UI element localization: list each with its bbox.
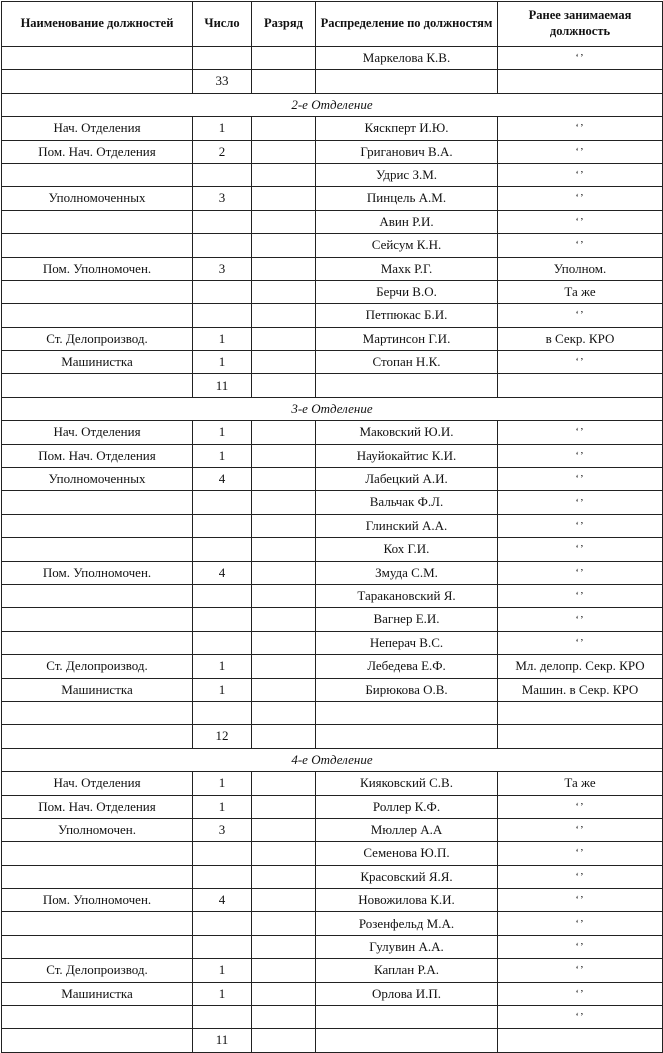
name-cell: Маркелова К.В.: [316, 47, 498, 70]
previous-position-cell: ‘’: [498, 210, 663, 233]
name-cell: Бирюкова О.В.: [316, 678, 498, 701]
position-cell: Нач. Отделения: [2, 421, 193, 444]
previous-position-cell: Та же: [498, 280, 663, 303]
previous-position-cell: [498, 374, 663, 397]
position-cell: Пом. Уполномочен.: [2, 889, 193, 912]
previous-position-cell: ‘’: [498, 935, 663, 958]
position-cell: [2, 47, 193, 70]
previous-position-cell: [498, 701, 663, 724]
previous-position-cell: ‘’: [498, 912, 663, 935]
name-cell: Вагнер Е.И.: [316, 608, 498, 631]
count-cell: 1: [193, 655, 252, 678]
previous-position-cell: ‘’: [498, 959, 663, 982]
count-cell: [193, 538, 252, 561]
table-row: [2, 351, 663, 374]
table-row: [2, 117, 663, 140]
position-cell: Пом. Уполномочен.: [2, 561, 193, 584]
table-row: [2, 210, 663, 233]
position-cell: Машинистка: [2, 351, 193, 374]
rank-cell: [252, 210, 316, 233]
position-cell: Пом. Уполномочен.: [2, 257, 193, 280]
position-cell: Нач. Отделения: [2, 117, 193, 140]
name-cell: Стопан Н.К.: [316, 351, 498, 374]
position-cell: Уполномоченных: [2, 187, 193, 210]
count-cell: [193, 280, 252, 303]
count-cell: [193, 842, 252, 865]
rank-cell: [252, 959, 316, 982]
position-cell: [2, 210, 193, 233]
header-position: Наименование должностей: [2, 2, 193, 47]
rank-cell: [252, 47, 316, 70]
name-cell: [316, 725, 498, 748]
name-cell: Сейсум К.Н.: [316, 234, 498, 257]
table-row: [2, 772, 663, 795]
table-row: [2, 842, 663, 865]
name-cell: Гулувин А.А.: [316, 935, 498, 958]
name-cell: Семенова Ю.П.: [316, 842, 498, 865]
previous-position-cell: [498, 1029, 663, 1052]
position-cell: [2, 842, 193, 865]
name-cell: Маковский Ю.И.: [316, 421, 498, 444]
rank-cell: [252, 935, 316, 958]
position-cell: [2, 70, 193, 93]
previous-position-cell: ‘’: [498, 351, 663, 374]
position-cell: [2, 935, 193, 958]
table-row: [2, 514, 663, 537]
rank-cell: [252, 468, 316, 491]
name-cell: [316, 701, 498, 724]
rank-cell: [252, 795, 316, 818]
table-row: [2, 584, 663, 607]
table-row: [2, 561, 663, 584]
count-cell: 1: [193, 117, 252, 140]
table-row: [2, 491, 663, 514]
position-cell: [2, 608, 193, 631]
name-cell: [316, 374, 498, 397]
rank-cell: [252, 70, 316, 93]
count-cell: 1: [193, 327, 252, 350]
previous-position-cell: ‘’: [498, 491, 663, 514]
rank-cell: [252, 280, 316, 303]
count-cell: 11: [193, 1029, 252, 1052]
count-cell: 3: [193, 257, 252, 280]
count-cell: [193, 234, 252, 257]
previous-position-cell: ‘’: [498, 631, 663, 654]
previous-position-cell: ‘’: [498, 117, 663, 140]
table-row: [2, 935, 663, 958]
name-cell: Науйокайтис К.И.: [316, 444, 498, 467]
count-cell: [193, 701, 252, 724]
position-cell: Машинистка: [2, 678, 193, 701]
table-row: [2, 304, 663, 327]
rank-cell: [252, 561, 316, 584]
count-cell: 4: [193, 468, 252, 491]
table-row: [2, 163, 663, 186]
header-row: [2, 2, 663, 47]
table-row: [2, 234, 663, 257]
rank-cell: [252, 772, 316, 795]
count-cell: [193, 491, 252, 514]
rank-cell: [252, 491, 316, 514]
position-cell: [2, 304, 193, 327]
rank-cell: [252, 351, 316, 374]
count-cell: 11: [193, 374, 252, 397]
previous-position-cell: ‘’: [498, 842, 663, 865]
rank-cell: [252, 187, 316, 210]
table-row: [2, 47, 663, 70]
rank-cell: [252, 655, 316, 678]
table-row: [2, 818, 663, 841]
table-row: [2, 1006, 663, 1029]
table-row: [2, 468, 663, 491]
position-cell: Ст. Делопроизвод.: [2, 959, 193, 982]
name-cell: Петпюкас Б.И.: [316, 304, 498, 327]
previous-position-cell: Та же: [498, 772, 663, 795]
name-cell: Вальчак Ф.Л.: [316, 491, 498, 514]
count-cell: [193, 584, 252, 607]
previous-position-cell: ‘’: [498, 889, 663, 912]
rank-cell: [252, 842, 316, 865]
table-row: [2, 280, 663, 303]
table-row: [2, 70, 663, 93]
rank-cell: [252, 421, 316, 444]
section-title: 2-е Отделение: [2, 93, 663, 116]
position-cell: [2, 280, 193, 303]
count-cell: 1: [193, 795, 252, 818]
name-cell: Лабецкий А.И.: [316, 468, 498, 491]
previous-position-cell: Уполном.: [498, 257, 663, 280]
previous-position-cell: ‘’: [498, 468, 663, 491]
section-row: [2, 397, 663, 420]
rank-cell: [252, 514, 316, 537]
name-cell: [316, 70, 498, 93]
previous-position-cell: ‘’: [498, 514, 663, 537]
count-cell: 1: [193, 772, 252, 795]
table-row: [2, 374, 663, 397]
name-cell: Таракановский Я.: [316, 584, 498, 607]
table-row: [2, 795, 663, 818]
previous-position-cell: ‘’: [498, 584, 663, 607]
count-cell: 33: [193, 70, 252, 93]
count-cell: 4: [193, 561, 252, 584]
previous-position-cell: ‘’: [498, 1006, 663, 1029]
name-cell: Глинский А.А.: [316, 514, 498, 537]
roster-body: [2, 47, 663, 1053]
position-cell: [2, 725, 193, 748]
name-cell: Пинцель А.М.: [316, 187, 498, 210]
section-title: 4-е Отделение: [2, 748, 663, 771]
position-cell: Пом. Нач. Отделения: [2, 444, 193, 467]
rank-cell: [252, 889, 316, 912]
rank-cell: [252, 444, 316, 467]
name-cell: [316, 1029, 498, 1052]
name-cell: Махк Р.Г.: [316, 257, 498, 280]
previous-position-cell: в Секр. КРО: [498, 327, 663, 350]
rank-cell: [252, 631, 316, 654]
table-row: [2, 538, 663, 561]
section-row: [2, 748, 663, 771]
count-cell: 4: [193, 889, 252, 912]
count-cell: [193, 608, 252, 631]
header-rank: Разряд: [252, 2, 316, 47]
count-cell: [193, 865, 252, 888]
previous-position-cell: ‘’: [498, 234, 663, 257]
table-row: [2, 187, 663, 210]
count-cell: [193, 935, 252, 958]
position-cell: [2, 538, 193, 561]
position-cell: [2, 631, 193, 654]
table-row: [2, 608, 663, 631]
rank-cell: [252, 374, 316, 397]
rank-cell: [252, 818, 316, 841]
previous-position-cell: ‘’: [498, 163, 663, 186]
table-row: [2, 912, 663, 935]
position-cell: Пом. Нач. Отделения: [2, 140, 193, 163]
count-cell: [193, 210, 252, 233]
name-cell: [316, 1006, 498, 1029]
count-cell: [193, 47, 252, 70]
name-cell: Роллер К.Ф.: [316, 795, 498, 818]
previous-position-cell: [498, 725, 663, 748]
header-distribution: Распределение по должностям: [316, 2, 498, 47]
rank-cell: [252, 234, 316, 257]
rank-cell: [252, 163, 316, 186]
count-cell: 1: [193, 678, 252, 701]
position-cell: [2, 163, 193, 186]
previous-position-cell: ‘’: [498, 47, 663, 70]
count-cell: 1: [193, 351, 252, 374]
section-title: 3-е Отделение: [2, 397, 663, 420]
count-cell: [193, 912, 252, 935]
name-cell: Змуда С.М.: [316, 561, 498, 584]
name-cell: Неперач В.С.: [316, 631, 498, 654]
rank-cell: [252, 117, 316, 140]
count-cell: [193, 631, 252, 654]
previous-position-cell: ‘’: [498, 304, 663, 327]
rank-cell: [252, 725, 316, 748]
table-row: [2, 327, 663, 350]
rank-cell: [252, 140, 316, 163]
table-row: [2, 257, 663, 280]
name-cell: Берчи В.О.: [316, 280, 498, 303]
previous-position-cell: ‘’: [498, 818, 663, 841]
name-cell: Кияковский С.В.: [316, 772, 498, 795]
position-cell: Нач. Отделения: [2, 772, 193, 795]
name-cell: Мюллер А.А: [316, 818, 498, 841]
rank-cell: [252, 678, 316, 701]
position-cell: [2, 1006, 193, 1029]
table-row: [2, 1029, 663, 1052]
count-cell: 1: [193, 982, 252, 1005]
rank-cell: [252, 257, 316, 280]
name-cell: Орлова И.П.: [316, 982, 498, 1005]
table-row: [2, 959, 663, 982]
count-cell: 3: [193, 187, 252, 210]
rank-cell: [252, 584, 316, 607]
name-cell: Лебедева Е.Ф.: [316, 655, 498, 678]
count-cell: 2: [193, 140, 252, 163]
position-cell: Ст. Делопроизвод.: [2, 327, 193, 350]
count-cell: 12: [193, 725, 252, 748]
table-row: [2, 140, 663, 163]
rank-cell: [252, 865, 316, 888]
name-cell: Новожилова К.И.: [316, 889, 498, 912]
table-row: [2, 421, 663, 444]
position-cell: Ст. Делопроизвод.: [2, 655, 193, 678]
rank-cell: [252, 608, 316, 631]
rank-cell: [252, 327, 316, 350]
position-cell: [2, 1029, 193, 1052]
position-cell: Пом. Нач. Отделения: [2, 795, 193, 818]
table-row: [2, 678, 663, 701]
position-cell: [2, 234, 193, 257]
name-cell: Авин Р.И.: [316, 210, 498, 233]
rank-cell: [252, 1029, 316, 1052]
previous-position-cell: ‘’: [498, 795, 663, 818]
name-cell: Удрис З.М.: [316, 163, 498, 186]
name-cell: Григанович В.А.: [316, 140, 498, 163]
count-cell: [193, 163, 252, 186]
table-row: [2, 865, 663, 888]
table-row: [2, 655, 663, 678]
table-row: [2, 725, 663, 748]
rank-cell: [252, 982, 316, 1005]
previous-position-cell: ‘’: [498, 538, 663, 561]
count-cell: [193, 1006, 252, 1029]
previous-position-cell: ‘’: [498, 561, 663, 584]
previous-position-cell: ‘’: [498, 140, 663, 163]
position-cell: Уполномочен.: [2, 818, 193, 841]
name-cell: Кяскперт И.Ю.: [316, 117, 498, 140]
previous-position-cell: ‘’: [498, 608, 663, 631]
previous-position-cell: Машин. в Секр. КРО: [498, 678, 663, 701]
rank-cell: [252, 1006, 316, 1029]
previous-position-cell: Мл. делопр. Секр. КРО: [498, 655, 663, 678]
previous-position-cell: ‘’: [498, 421, 663, 444]
previous-position-cell: ‘’: [498, 187, 663, 210]
name-cell: Мартинсон Г.И.: [316, 327, 498, 350]
header-previous: Ранее занимаемая должность: [498, 2, 663, 47]
table-row: [2, 982, 663, 1005]
table-row: [2, 631, 663, 654]
count-cell: 3: [193, 818, 252, 841]
name-cell: Кох Г.И.: [316, 538, 498, 561]
count-cell: 1: [193, 959, 252, 982]
rank-cell: [252, 304, 316, 327]
previous-position-cell: [498, 70, 663, 93]
position-cell: Машинистка: [2, 982, 193, 1005]
count-cell: [193, 514, 252, 537]
rank-cell: [252, 701, 316, 724]
position-cell: [2, 701, 193, 724]
position-cell: [2, 491, 193, 514]
position-cell: [2, 514, 193, 537]
table-row: [2, 444, 663, 467]
count-cell: 1: [193, 444, 252, 467]
position-cell: [2, 584, 193, 607]
count-cell: [193, 304, 252, 327]
staff-roster-table: [1, 1, 663, 1053]
position-cell: [2, 865, 193, 888]
rank-cell: [252, 912, 316, 935]
previous-position-cell: ‘’: [498, 982, 663, 1005]
header-count: Число: [193, 2, 252, 47]
count-cell: 1: [193, 421, 252, 444]
name-cell: Розенфельд М.А.: [316, 912, 498, 935]
previous-position-cell: ‘’: [498, 444, 663, 467]
name-cell: Красовский Я.Я.: [316, 865, 498, 888]
rank-cell: [252, 538, 316, 561]
position-cell: [2, 374, 193, 397]
table-row: [2, 889, 663, 912]
table-row: [2, 701, 663, 724]
previous-position-cell: ‘’: [498, 865, 663, 888]
position-cell: Уполномоченных: [2, 468, 193, 491]
name-cell: Каплан Р.А.: [316, 959, 498, 982]
position-cell: [2, 912, 193, 935]
section-row: [2, 93, 663, 116]
